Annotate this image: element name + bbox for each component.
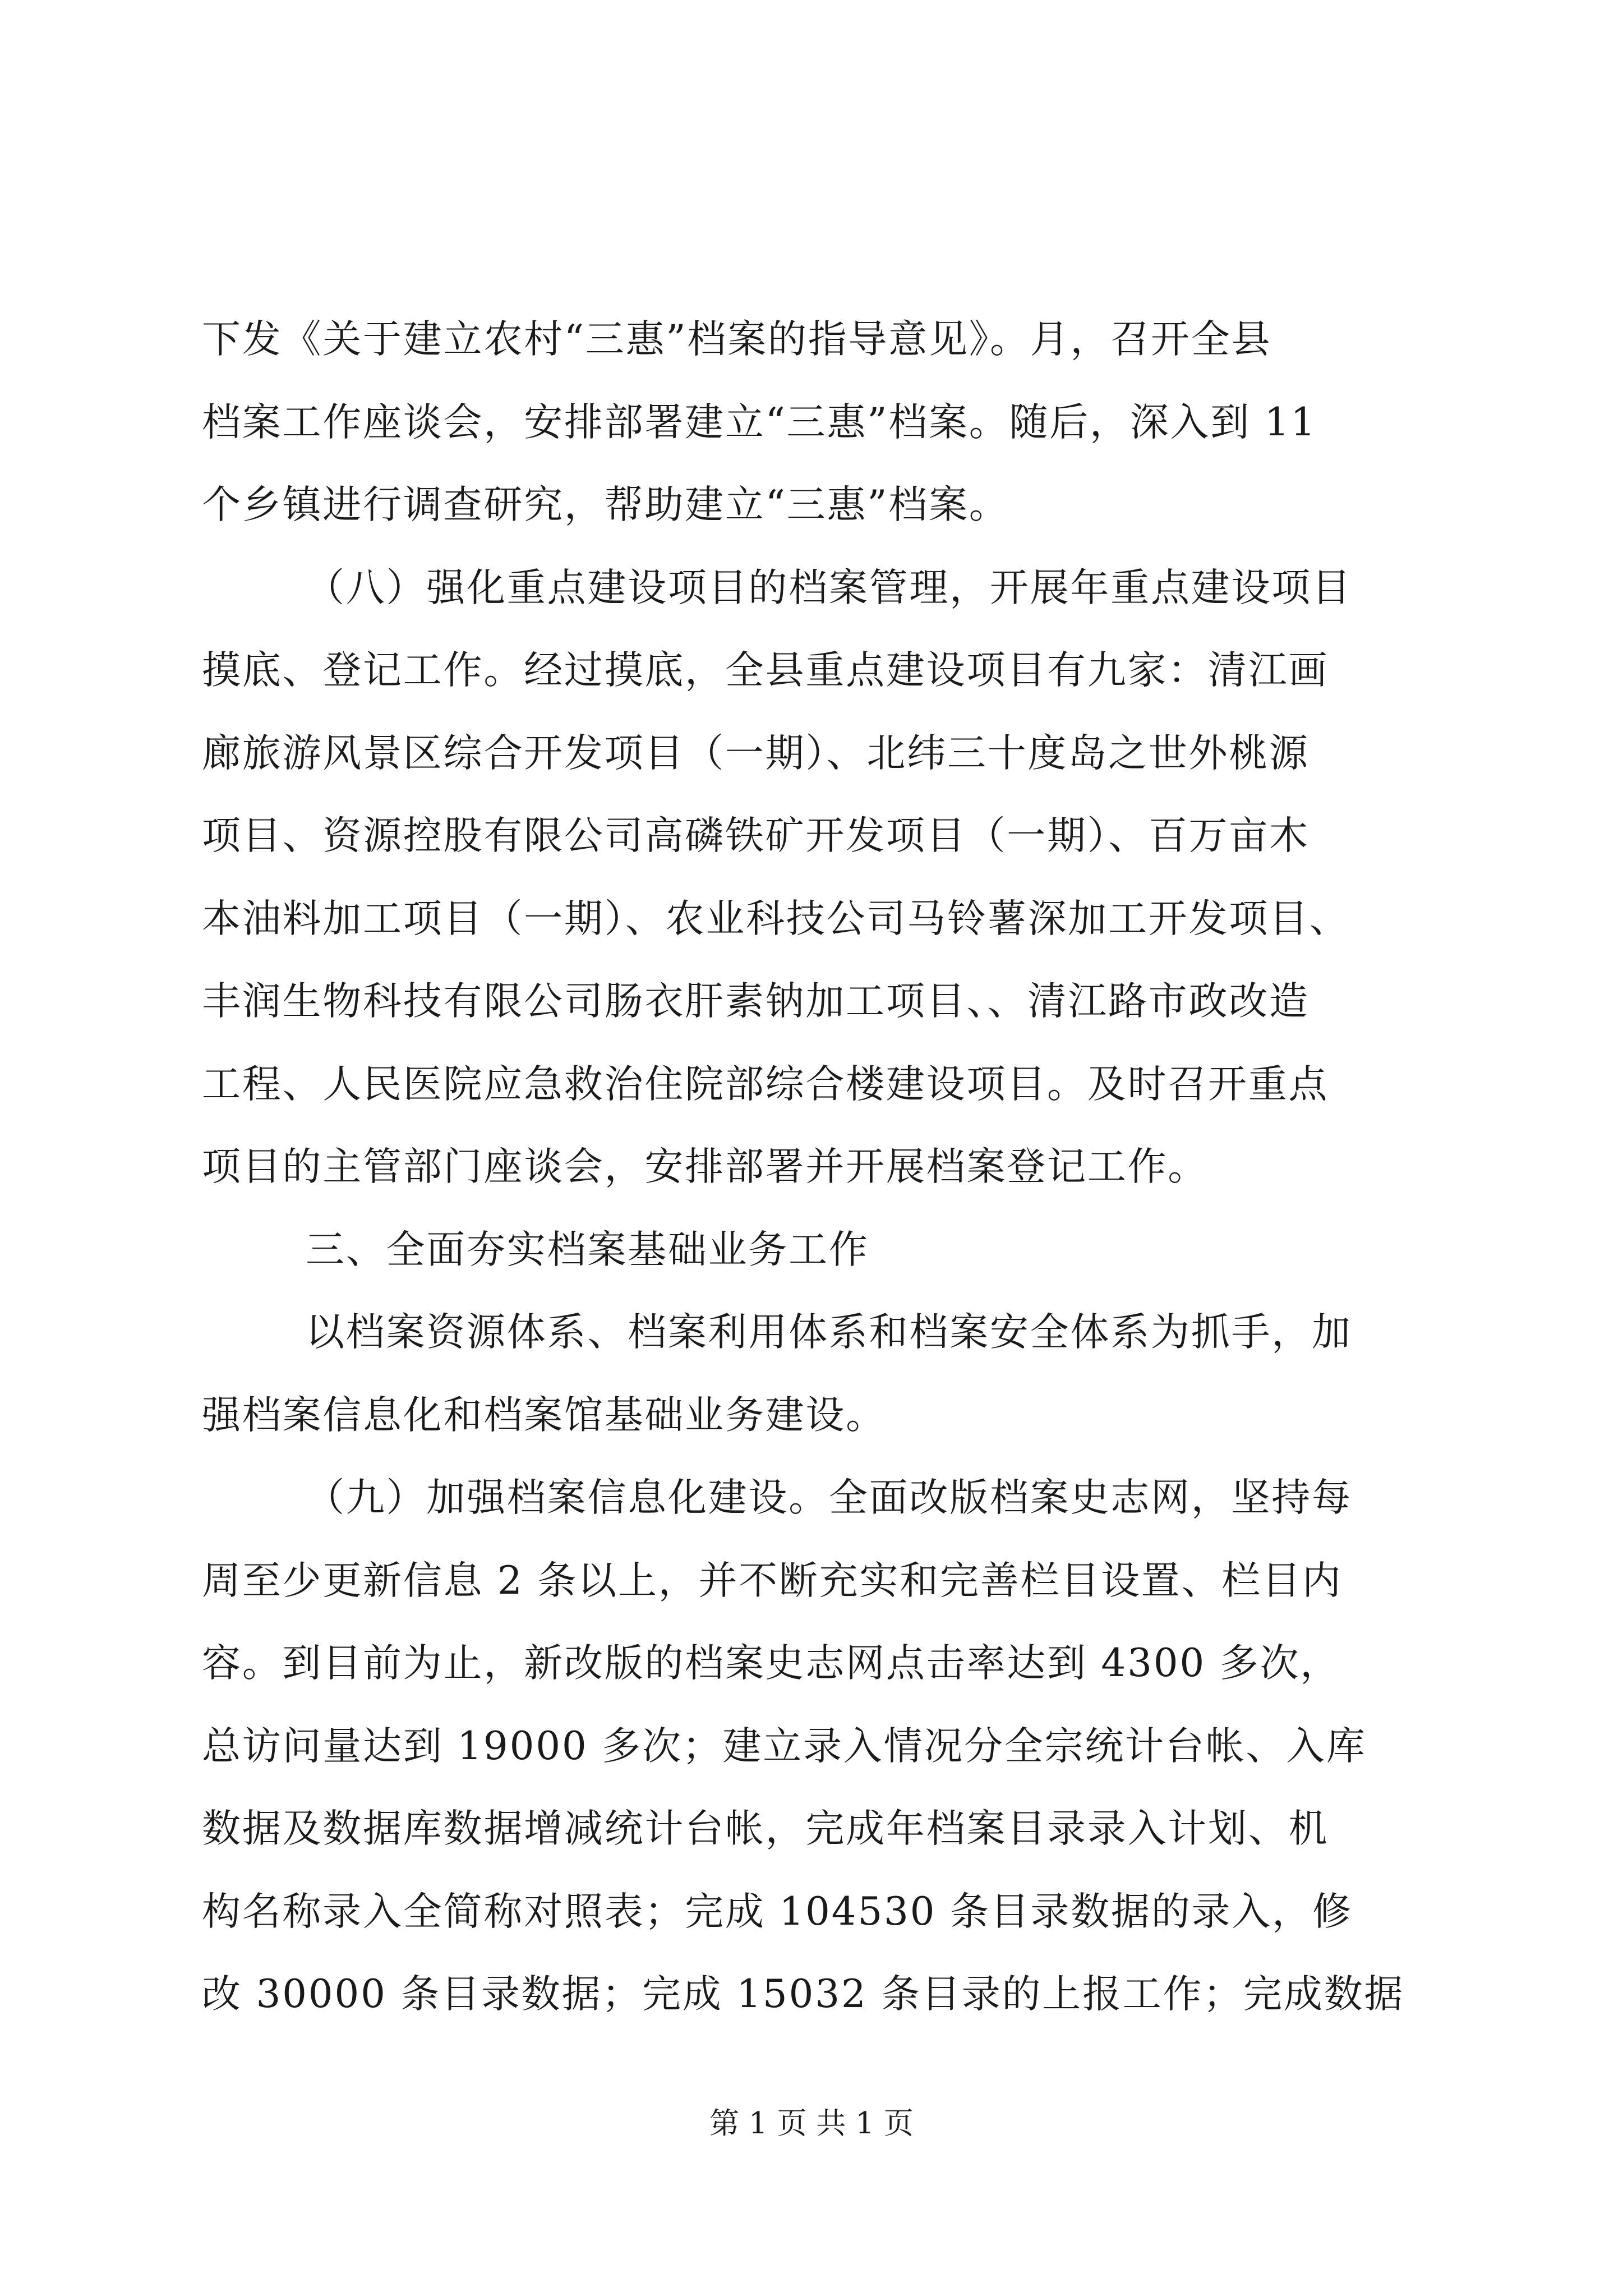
paragraph-line: 下发《关于建立农村“三惠”档案的指导意见》。月，召开全县 [202, 317, 1272, 362]
paragraph-line: 项目的主管部门座谈会，安排部署并开展档案登记工作。 [202, 1144, 1208, 1189]
paragraph-line: 工程、人民医院应急救治住院部综合楼建设项目。及时召开重点 [202, 1061, 1329, 1107]
paragraph-line: 摸底、登记工作。经过摸底，全县重点建设项目有九家：清江画 [202, 648, 1329, 693]
paragraph-line: 改 30000 条目录数据；完成 15032 条目录的上报工作；完成数据 [202, 1972, 1405, 2017]
paragraph-line: 丰润生物科技有限公司肠衣肝素钠加工项目、、清江路市政改造 [202, 979, 1310, 1024]
paragraph-line: 构名称录入全简称对照表；完成 104530 条目录数据的录入，修 [202, 1889, 1353, 1934]
paragraph-first-line: 三、全面夯实档案基础业务工作 [306, 1227, 869, 1272]
paragraph-line: 廊旅游风景区综合开发项目（一期）、北纬三十度岛之世外桃源 [202, 730, 1310, 776]
paragraph-line: 个乡镇进行调查研究，帮助建立“三惠”档案。 [202, 482, 1009, 527]
paragraph-first-line: （九）加强档案信息化建设。全面改版档案史志网，坚持每 [306, 1475, 1352, 1520]
paragraph-line: 强档案信息化和档案馆基础业务建设。 [202, 1392, 886, 1438]
paragraph-first-line: 以档案资源体系、档案利用体系和档案安全体系为抓手，加 [306, 1310, 1352, 1355]
paragraph-line: 数据及数据库数据增减统计台帐，完成年档案目录录入计划、机 [202, 1806, 1329, 1851]
paragraph-line: 容。到目前为止，新改版的档案史志网点击率达到 4300 多次， [202, 1641, 1341, 1686]
paragraph-line: 项目、资源控股有限公司高磷铁矿开发项目（一期）、百万亩木 [202, 813, 1310, 858]
paragraph-first-line: （八）强化重点建设项目的档案管理，开展年重点建设项目 [306, 565, 1352, 610]
paragraph-line: 本油料加工项目（一期）、农业科技公司马铃薯深加工开发项目、 [202, 896, 1350, 941]
paragraph-line: 周至少更新信息 2 条以上，并不断充实和完善栏目设置、栏目内 [202, 1558, 1343, 1603]
paragraph-line: 档案工作座谈会，安排部署建立“三惠”档案。随后，深入到 11 [202, 399, 1317, 445]
paragraph-line: 总访问量达到 19000 多次；建立录入情况分全宗统计台帐、入库 [202, 1723, 1367, 1769]
page-footer: 第 1 页 共 1 页 [709, 2106, 914, 2141]
